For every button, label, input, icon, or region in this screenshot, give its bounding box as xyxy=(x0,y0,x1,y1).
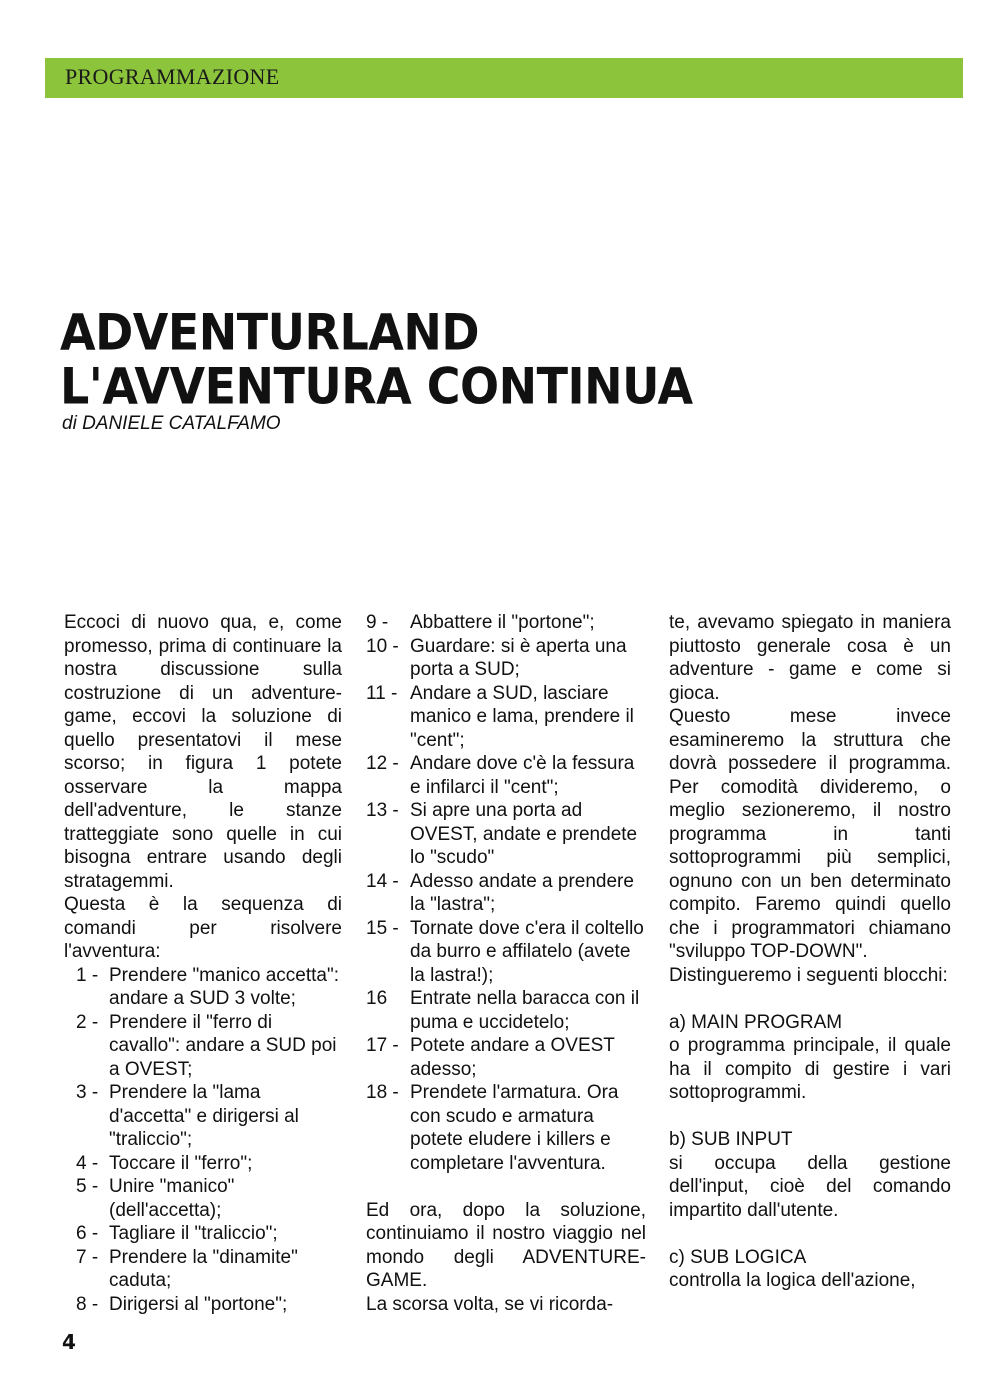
step-text: Adesso andate a prendere la "lastra"; xyxy=(410,870,634,915)
step-text: Unire "manico" (dell'accetta); xyxy=(109,1176,235,1221)
step-number: 8 - xyxy=(76,1293,104,1315)
title-line-2: L'AVVENTURA CONTINUA xyxy=(60,356,693,416)
block-b-text: si occupa della gestione dell'input, cioè del comando impartito dall'utente. xyxy=(669,1152,951,1221)
list-item xyxy=(64,964,342,1011)
step-text: Andare dove c'è la fessura e infilarci il "cent"; xyxy=(410,753,635,798)
block-c-text: controlla la logica dell'azione, xyxy=(669,1270,916,1291)
step-number: 3 - xyxy=(76,1082,104,1103)
block-a-heading: a) MAIN PROGRAM xyxy=(669,1011,843,1033)
continuation-paragraph: te, avevamo spiegato in maniera piuttosto generale cosa è un adventure - game e come si gioca. xyxy=(669,612,951,704)
list-item xyxy=(366,987,646,1034)
page-number: 4 xyxy=(62,1330,76,1354)
step-number: 4 - xyxy=(76,1152,104,1174)
step-number: 6 - xyxy=(76,1223,104,1244)
list-item xyxy=(64,1011,342,1082)
step-text: Toccare il "ferro"; xyxy=(109,1152,253,1174)
text-column-1 xyxy=(64,611,342,1316)
step-text: Entrate nella baracca con il puma e uccidetelo; xyxy=(410,988,640,1033)
list-item xyxy=(366,752,646,799)
step-number: 17 - xyxy=(366,1035,405,1056)
list-item xyxy=(366,611,646,635)
step-text: Prendete l'armatura. Ora con scudo e armatura potete eludere i killers e completare l'avventura. xyxy=(410,1082,619,1174)
step-number: 9 - xyxy=(366,612,394,633)
list-item xyxy=(366,870,646,917)
text-column-2 xyxy=(366,611,646,1316)
step-number: 16 xyxy=(366,988,393,1009)
list-item xyxy=(64,1293,342,1317)
section-header-band xyxy=(45,58,963,98)
sequence-intro: Questa è la sequenza di comandi per risolvere l'avventura: xyxy=(64,894,342,962)
step-text: Potete andare a OVEST adesso; xyxy=(410,1035,615,1080)
list-item xyxy=(366,799,646,870)
step-number: 13 - xyxy=(366,800,405,821)
list-item xyxy=(64,1175,342,1222)
list-item xyxy=(366,1034,646,1081)
list-item xyxy=(366,635,646,682)
step-text: Prendere il "ferro di cavallo": andare a SUD poi a OVEST; xyxy=(109,1011,337,1080)
step-text: Prendere la "lama d'accetta" e dirigersi al "traliccio"; xyxy=(109,1082,299,1150)
list-item xyxy=(64,1222,342,1246)
step-text: Guardare: si è aperta una porta a SUD; xyxy=(410,635,627,680)
after-solution-paragraph: Ed ora, dopo la soluzione, continuiamo il nostro viaggio nel mondo degli ADVENTURE-GAME. xyxy=(366,1199,646,1291)
step-text: Tornate dove c'era il coltello da burro e affilatelo (avete la lastra!); xyxy=(410,917,644,986)
section-label: PROGRAMMAZIONE xyxy=(65,64,280,89)
step-text: Tagliare il "traliccio"; xyxy=(109,1223,278,1244)
steps-list-1 xyxy=(64,964,342,1317)
step-number: 5 - xyxy=(76,1176,104,1197)
step-text: Andare a SUD, lasciare manico e lama, prendere il "cent"; xyxy=(410,682,634,751)
step-text: Prendere "manico accetta": andare a SUD 3 volte; xyxy=(109,964,339,1009)
intro-paragraph: Eccoci di nuovo qua, e, come promesso, prima di continuare la nostra discussione sulla costruzione di un adventure-game, eccovi la soluzione di quello presentatovi il mese scorso; in figura 1 potete osservare la mappa dell'adventure, le stanze tratteggiate sono quelle in cui bisogna entrare usando degli stratagemmi. xyxy=(64,612,342,892)
step-text: Abbattere il "portone"; xyxy=(410,612,595,633)
list-item xyxy=(366,682,646,753)
step-text: Dirigersi al "portone"; xyxy=(109,1293,288,1315)
block-a-text: o programma principale, il quale ha il compito di gestire i vari sottoprogrammi. xyxy=(669,1035,951,1103)
step-number: 2 - xyxy=(76,1011,104,1033)
list-item xyxy=(64,1081,342,1152)
blocks-intro: Distingueremo i seguenti blocchi: xyxy=(669,964,948,986)
step-text: Si apre una porta ad OVEST, andate e prendete lo "scudo" xyxy=(410,800,638,868)
step-text: Prendere la "dinamite" caduta; xyxy=(109,1246,298,1291)
steps-list-2 xyxy=(366,611,646,1175)
step-number: 15 - xyxy=(366,917,405,939)
list-item xyxy=(64,1246,342,1293)
block-c-heading: c) SUB LOGICA xyxy=(669,1246,807,1268)
step-number: 1 - xyxy=(76,964,104,986)
step-number: 12 - xyxy=(366,753,405,774)
list-item xyxy=(64,1152,342,1176)
byline: di DANIELE CATALFAMO xyxy=(62,413,281,434)
step-number: 7 - xyxy=(76,1246,104,1268)
step-number: 10 - xyxy=(366,635,405,657)
step-number: 14 - xyxy=(366,870,405,892)
step-number: 18 - xyxy=(366,1082,405,1103)
block-b-heading: b) SUB INPUT xyxy=(669,1129,793,1150)
list-item xyxy=(366,917,646,988)
article-title xyxy=(60,302,693,416)
step-number: 11 - xyxy=(366,682,403,704)
list-item xyxy=(366,1081,646,1175)
structure-paragraph: Questo mese invece esamineremo la struttura che dovrà possedere il programma. Per comodità divideremo, o meglio sezioneremo, il nostro programma in tanti sottoprogrammi più semplici, ognuno con un ben determinato compito. Faremo quindi quello che i programmatori chiamano "sviluppo TOP-DOWN". xyxy=(669,706,951,962)
title-line-1: ADVENTURLAND xyxy=(60,302,480,362)
text-column-3 xyxy=(669,611,951,1293)
last-time-paragraph: La scorsa volta, se vi ricorda- xyxy=(366,1293,614,1315)
